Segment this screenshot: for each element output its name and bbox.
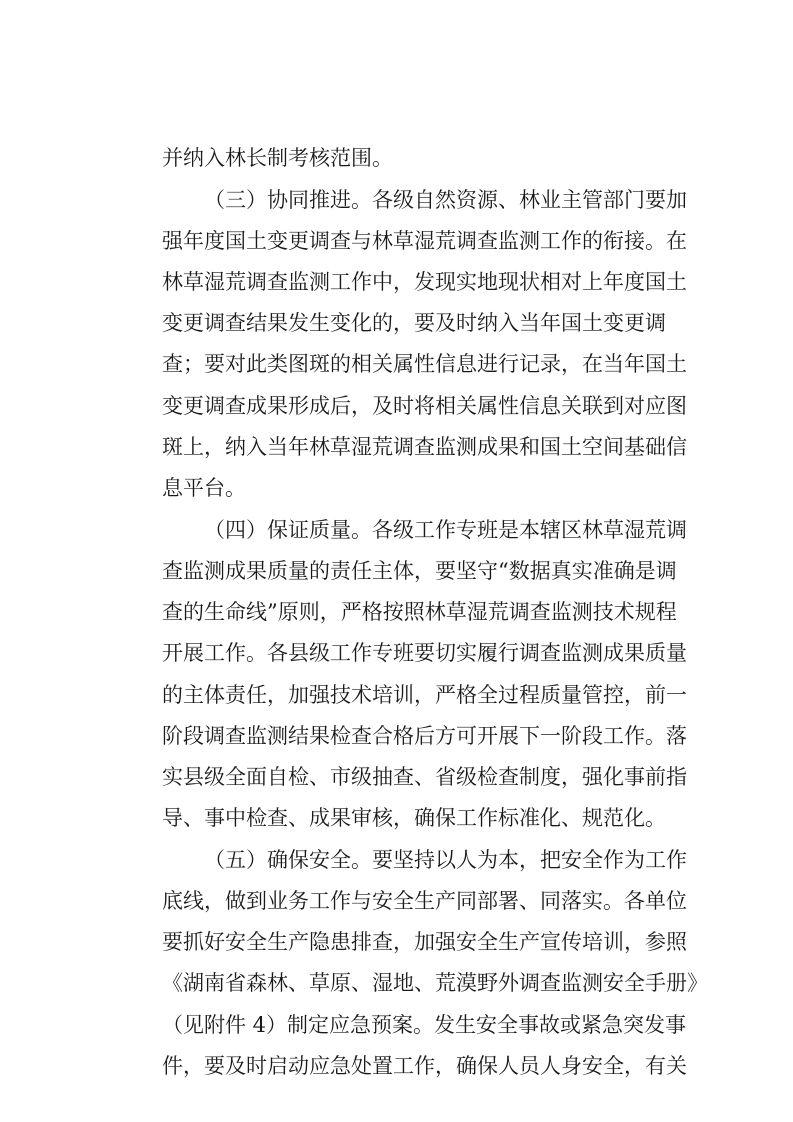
text-line: 开展工作。各县级工作专班要切实履行调查监测成果质量 <box>162 641 687 665</box>
text-line: 《湖南省森林、草原、湿地、荒漠野外调查监测安全手册》 <box>162 971 708 995</box>
text-line: （见附件 4）制定应急预案。发生安全事故或紧急突发事 <box>162 1013 687 1037</box>
text-line: 强年度国土变更调查与林草湿荒调查监测工作的衔接。在 <box>162 229 687 253</box>
text-line: 导、事中检查、成果审核，确保工作标准化、规范化。 <box>162 806 666 830</box>
section-heading-line: （五）确保安全。要坚持以人为本，把安全作为工作 <box>204 848 687 872</box>
text-line: 变更调查成果形成后，及时将相关属性信息关联到对应图 <box>162 394 687 418</box>
text-line: 的主体责任，加强技术培训，严格全过程质量管控，前一 <box>162 683 687 707</box>
text-line: 查的生命线”原则，严格按照林草湿荒调查监测技术规程 <box>162 600 677 624</box>
text-line: 查；要对此类图斑的相关属性信息进行记录，在当年国土 <box>162 352 687 376</box>
section-heading-line: （三）协同推进。各级自然资源、林业主管部门要加 <box>204 188 687 212</box>
text-line: 件，要及时启动应急处置工作，确保人员人身安全，有关 <box>162 1054 687 1078</box>
text-line: 并纳入林长制考核范围。 <box>162 146 393 170</box>
text-line: 阶段调查监测结果检查合格后方可开展下一阶段工作。落 <box>162 724 687 748</box>
text-line: 斑上，纳入当年林草湿荒调查监测成果和国土空间基础信 <box>162 435 687 459</box>
text-line: 息平台。 <box>162 476 246 500</box>
text-line: 要抓好安全生产隐患排查，加强安全生产宣传培训，参照 <box>162 930 687 954</box>
text-line: 底线，做到业务工作与安全生产同部署、同落实。各单位 <box>162 889 687 913</box>
text-line: 实县级全面自检、市级抽查、省级检查制度，强化事前指 <box>162 765 687 789</box>
text-line: 查监测成果质量的责任主体，要坚守“数据真实准确是调 <box>162 559 677 583</box>
text-line: 变更调查结果发生变化的，要及时纳入当年国土变更调 <box>162 311 666 335</box>
text-line: 林草湿荒调查监测工作中，发现实地现状相对上年度国土 <box>162 270 687 294</box>
section-heading-line: （四）保证质量。各级工作专班是本辖区林草湿荒调 <box>204 518 687 542</box>
